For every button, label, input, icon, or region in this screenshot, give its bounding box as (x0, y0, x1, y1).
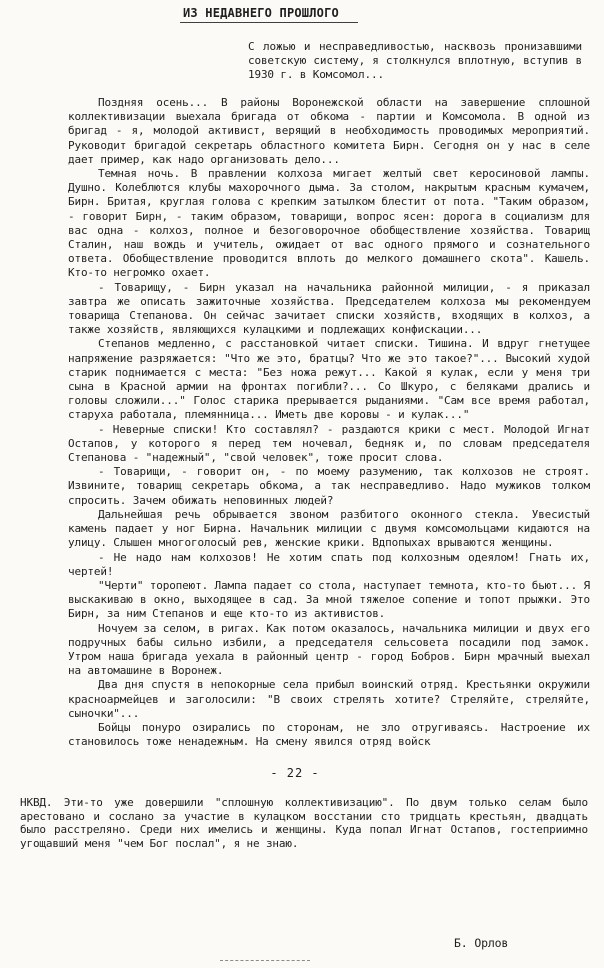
paragraph: Ночуем за селом, в ригах. Как потом оказалось, начальника милиции и двух его подручных бабы сильно избили, а председателя сельсовета посадили под замок. Утром наша бригада уехала в районный центр - город Бобров. Бирн мрачный выехал на автомашине в Воронеж. (68, 621, 590, 678)
paragraph: Два дня спустя в непокорные села прибыл воинский отряд. Крестьянки окружили красноармейцев и заголосили: "В своих стрелять хотите? Стреляйте, стреляйте, сыночки"... (68, 678, 590, 720)
epigraph: С ложью и несправедливостью, насквозь пронизавшими советскую систему, я столкнулся вплотную, вступив в 1930 г. в Комсомол... (248, 40, 582, 82)
footnote: НКВД. Эти-то уже довершили "сплошную коллективизацию". По двум только селам было арестовано и сослано за участие в кулацком восстании сто тридцать крестьян, двадцать было расстреляно. Среди них имелись и женщины. Куда попал Игнат Остапов, гостеприимно угощавший меня "чем Бог послал", я не знаю. (20, 796, 588, 850)
bottom-divider (220, 960, 310, 961)
title-underline (180, 22, 358, 23)
paragraph: Дальнейшая речь обрывается звоном разбитого оконного стекла. Увесистый камень падает у ног Бирна. Начальник милиции с двумя комсомольцами кидаются на улицу. Слышен многоголосый рев, женские крики. Вдпопыхах врываются женщины. (68, 507, 590, 550)
paragraph: Бойцы понуро озирались по сторонам, не зло отругиваясь. Настроение их становилось тоже ненадежным. На смену явился отряд войск (68, 720, 590, 749)
paragraph: "Черти" торопеют. Лампа падает со стола, наступает темнота, кто-то бьют... Я выскакиваю в окно, выходящее в сад. За мной тяжелое сопение и топот прыжки. Это Бирн, за ним Степанов и еще кто-то из активистов. (68, 578, 590, 621)
article-body (68, 96, 590, 749)
paragraph: Поздняя осень... В районы Воронежской области на завершение сплошной коллективизации выехала бригада от обкома - партии и Комсомола. В одной из бригад - я, молодой активист, верящий в необходимость проводимых мероприятий. Руководит бригадой секретарь областного комитета Бирн. Сегодня он у нас в селе дает пример, как надо организовать дело... (68, 96, 590, 166)
paragraph: Степанов медленно, с расстановкой читает списки. Тишина. И вдруг гнетущее напряжение разряжается: "Что же это, братцы? Что же это такое?"... Высокий худой старик поднимается с места: "Без ножа режут... Какой я кулак, если у меня три сына в Красной армии на фронтах погибли?... Со Шкуро, с беляками дрались и головы сложили..." Голос старика прерывается рыданиями. "Сам все время работал, старуха работала, племянница... Иметь две коровы - и кулак..." (68, 337, 590, 422)
author-signature: Б. Орлов (454, 936, 509, 950)
page-number: - 22 - (270, 766, 320, 780)
page-title: ИЗ НЕДАВНЕГО ПРОШЛОГО (183, 6, 339, 20)
paragraph: - Товарищу, - Бирн указал на начальника районной милиции, - я приказал завтра же описать зажиточные хозяйства. Председателем колхоза мы рекомендуем товарища Степанова. Он сейчас зачитает списки хозяйств, входящих в колхоз, а также хозяйств, являющихся кулацкими и подлежащих конфискации... (68, 280, 590, 337)
paragraph: - Товарищи, - говорит он, - по моему разумению, так колхозов не строят. Извините, товарищ секретарь обкома, а так несправедливо. Надо мужиков толком спросить. Зачем обижать неповинных людей? (68, 465, 590, 507)
paragraph: - Неверные списки! Кто составлял? - раздаются крики с мест. Молодой Игнат Остапов, у которого я перед тем ночевал, бедняк и, по словам председателя Степанова - "надежный", "свой человек", тоже просит слова. (68, 422, 590, 465)
paragraph: Темная ночь. В правлении колхоза мигает желтый свет керосиновой лампы. Душно. Колеблются клубы махорочного дыма. За столом, накрытым красным кумачем, Бирн. Бритая, круглая голова с крепким затылком блестит от пота. "Таким образом, - говорит Бирн, - таким образом, товарищи, вопрос ясен: дорога в социализм для вас одна - колхоз, полное и безоговорочное обобществление хозяйства. Товарищ Сталин, наш вождь и учитель, ожидает от вас одного прямого и сознательного ответа. Обобществление проводится вплоть до мелкого домашнего скота". Кашель. Кто-то негромко охает. (68, 167, 590, 280)
paragraph: - Не надо нам колхозов! Не хотим спать под колхозным одеялом! Гнать их, чертей! (68, 550, 590, 578)
